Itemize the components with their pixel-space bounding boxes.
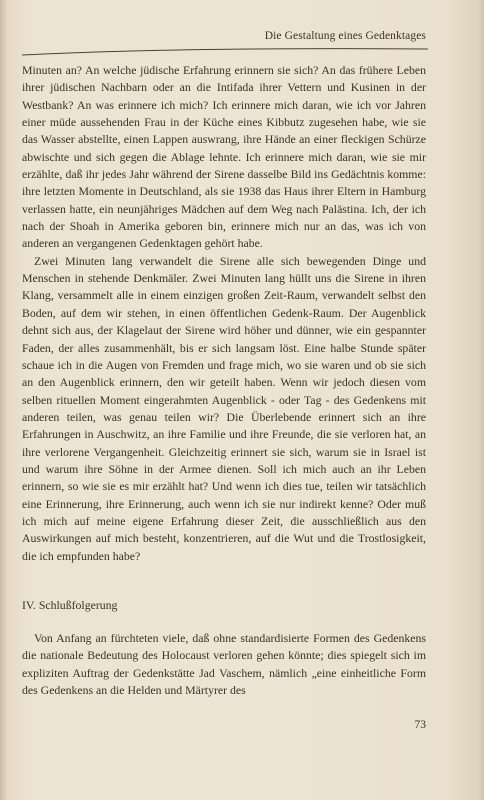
page-number: 73 — [414, 719, 426, 731]
section-heading: IV. Schlußfolgerung — [22, 598, 118, 612]
section-text — [22, 630, 426, 699]
running-head: Die Gestaltung eines Gedenktages — [264, 30, 426, 42]
paragraph: Minuten an? An welche jüdische Erfahrung erinnern sie sich? An das frühere Leben ihrer jüdischen Nachbarn oder an die Intifada ihrer Vettern und Kusinen in der Westbank? An was erinnere ich mich? Ich erinnere mich daran, wie ich vor Jahren einer müde aussehenden Frau in der Küche eines Kibbutz zugesehen habe, wie sie das Wasser abstellte, einen Lappen auswrang, ihre Hände an einer fleckigen Schürze abwischte und sich gegen die Ablage lehnte. Ich erinnere mich daran, wie sie mir erzählte, daß ihr jedes Jahr während der Sirene dasselbe Bild ins Gedächtnis komme: ihre letzten Momente in Deutschland, als sie 1938 das Haus ihrer Eltern in Hamburg verlassen hatte, ein neunjähriges Mädchen auf dem Weg nach Palästina. Ich, der ich nach der Shoah in Amerika geboren bin, erinnere mich nur an das, was ich von anderen an vergangenen Gedenktagen gehört habe. — [22, 63, 426, 251]
header-rule — [22, 47, 428, 57]
paragraph: Zwei Minuten lang verwandelt die Sirene alle sich bewegenden Dinge und Menschen in stehende Denkmäler. Zwei Minuten lang hüllt uns die Sirene in ihren Klang, versammelt alle in einem einzigen großen Zeit-Raum, verwandelt selbst den Boden, auf dem wir stehen, in einen öffentlichen Gedenk-Raum. Der Augenblick dehnt sich aus, der Klagelaut der Sirene wird höher und dünner, wie ein gespannter Faden, der alles zusammenhält, bis er sich langsam löst. Eine halbe Stunde später schaue ich in die Augen von Fremden und frage mich, wo sie waren und ob sie sich an den Augenblick erinnern, den wir geteilt haben. Wenn wir jedoch diesen vom selben rituellen Moment eingerahmten Augenblick - oder Tag - des Gedenkens mit anderen teilen, was genau teilen wir? Die Überlebende erinnert sich an ihre Erfahrungen in Auschwitz, an ihre Familie und ihre Freunde, die sie verloren hat, an ihre verlorene Vergangenheit. Gleichzeitig erinnert sie sich, warum sie in Israel ist und warum ihre Söhne in der Armee dienen. Soll ich mich auch an ihr Leben erinnern, so wie sie es mir erzählt hat? Und wenn ich dies tue, teilen wir tatsächlich eine Erinnerung, ihre Erinnerung, auch wenn ich sie nur indirekt kenne? Oder muß ich mich auf meine eigene Erfahrung dieser Zeit, die ausschließlich aus den Auswirkungen auf mich besteht, konzentrieren, auf die Wut und die Trostlosigkeit, die ich empfunden habe? — [22, 253, 426, 563]
main-text — [22, 62, 426, 565]
paragraph: Von Anfang an fürchteten viele, daß ohne standardisierte Formen des Gedenkens die nationale Bedeutung des Holocaust verloren gehen könnte; dies spiegelt sich im expliziten Auftrag der Gedenkstätte Jad Vaschem, nämlich „eine einheitliche Form des Gedenkens an die Helden und Märtyrer des — [22, 631, 426, 698]
